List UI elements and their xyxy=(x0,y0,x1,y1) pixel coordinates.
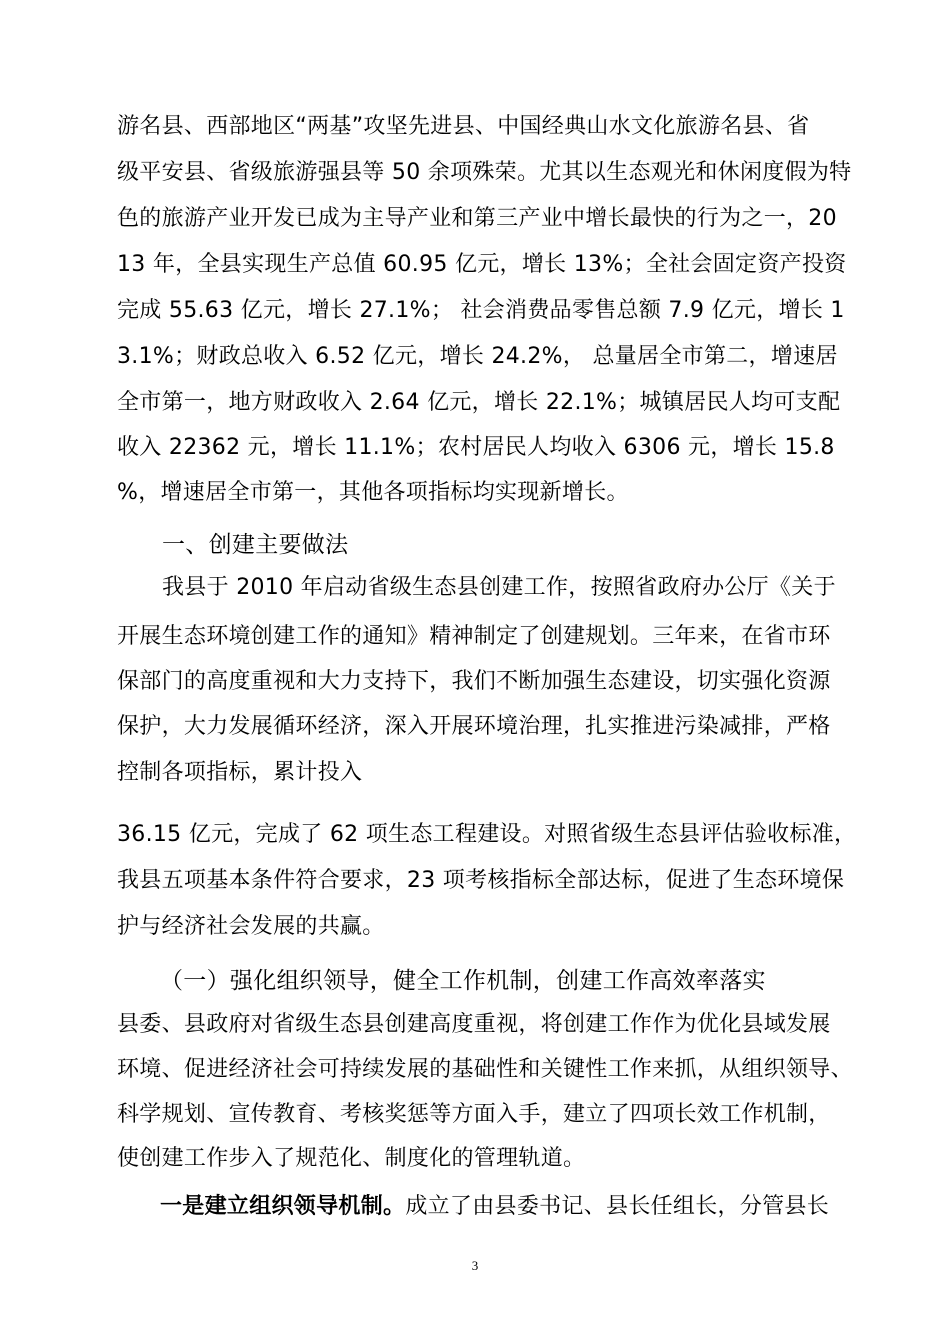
text-line: 完成 55.63 亿元，增长 27.1%； 社会消费品零售总额 7.9 亿元，增长 1 xyxy=(117,298,845,323)
text-line: 级平安县、省级旅游强县等 50 余项殊荣。尤其以生态观光和休闲度假为特 xyxy=(117,160,852,185)
text-line: 控制各项指标，累计投入 xyxy=(117,760,363,785)
text-line: 我县五项基本条件符合要求，23 项考核指标全部达标，促进了生态环境保 xyxy=(117,868,845,893)
text-line: 收入 22362 元，增长 11.1%；农村居民人均收入 6306 元，增长 15.8 xyxy=(117,435,835,460)
text-line: 使创建工作步入了规范化、制度化的管理轨道。 xyxy=(117,1146,586,1171)
section-heading: 一、创建主要做法 xyxy=(162,532,349,558)
bold-lead: 一是建立组织领导机制。 xyxy=(160,1194,406,1219)
text-line: 36.15 亿元，完成了 62 项生态工程建设。对照省级生态县评估验收标准， xyxy=(117,822,857,847)
text-line: 13 年，全县实现生产总值 60.95 亿元，增长 13%；全社会固定资产投资 xyxy=(117,252,847,277)
page-number: 3 xyxy=(471,1258,479,1273)
text-run: 成立了由县委书记、县长任组长，分管县长 xyxy=(405,1194,830,1219)
text-line: 游名县、西部地区“两基”攻坚先进县、中国经典山水文化旅游名县、省 xyxy=(117,114,810,139)
text-line: 我县于 2010 年启动省级生态县创建工作，按照省政府办公厅《关于 xyxy=(162,575,836,600)
text-line: 3.1%；财政总收入 6.52 亿元，增长 24.2%， 总量居全市第二，增速居 xyxy=(117,344,838,369)
text-line: 县委、县政府对省级生态县创建高度重视，将创建工作作为优化县域发展 xyxy=(117,1012,831,1037)
subsection-heading: （一）强化组织领导，健全工作机制，创建工作高效率落实 xyxy=(160,968,766,994)
text-line: 环境、促进经济社会可持续发展的基础性和关键性工作来抓，从组织领导、 xyxy=(117,1057,853,1082)
text-line: 开展生态环境创建工作的通知》精神制定了创建规划。三年来，在省市环 xyxy=(117,624,831,649)
text-line: %，增速居全市第一，其他各项指标均实现新增长。 xyxy=(117,480,629,505)
text-line: 保护，大力发展循环经济，深入开展环境治理，扎实推进污染减排，严格 xyxy=(117,714,831,739)
text-line: 保部门的高度重视和大力支持下，我们不断加强生态建设，切实强化资源 xyxy=(117,669,831,694)
text-line: 色的旅游产业开发已成为主导产业和第三产业中增长最快的行为之一，20 xyxy=(117,206,837,231)
text-line: 科学规划、宣传教育、考核奖惩等方面入手，建立了四项长效工作机制， xyxy=(117,1102,831,1127)
text-line: 全市第一，地方财政收入 2.64 亿元，增长 22.1%；城镇居民人均可支配 xyxy=(117,390,841,415)
text-line xyxy=(160,1192,829,1222)
text-line: 护与经济社会发展的共赢。 xyxy=(117,914,385,939)
